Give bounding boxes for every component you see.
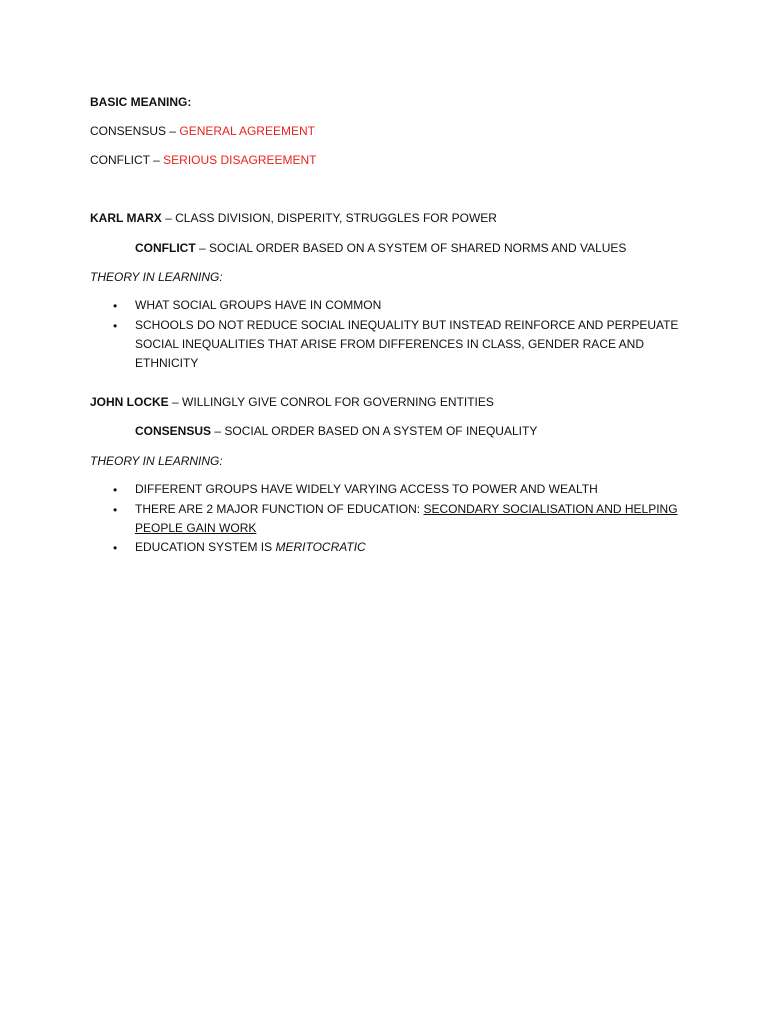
marx-theory-definition: – SOCIAL ORDER BASED ON A SYSTEM OF SHARED NORMS AND VALUES [195,241,627,255]
dash: – [166,124,180,138]
list-item-text: WHAT SOCIAL GROUPS HAVE IN COMMON [135,298,382,312]
bullet-icon: • [113,483,118,497]
bullet-icon: • [113,299,118,313]
education-functions-prefix: THERE ARE 2 MAJOR FUNCTION OF EDUCATION: [135,502,424,516]
marx-name: KARL MARX [90,211,162,225]
conflict-meaning: SERIOUS DISAGREEMENT [163,153,317,167]
list-item-text [135,538,695,557]
marx-summary-line [90,210,497,226]
conflict-definition-line [90,152,317,168]
meritocratic-prefix: EDUCATION SYSTEM IS [135,540,276,554]
bullet-icon: • [113,503,118,517]
bullet-icon: • [113,319,118,333]
marx-theory-line [135,240,626,256]
list-item-text [135,500,695,538]
locke-summary: – WILLINGLY GIVE CONROL FOR GOVERNING ENTITIES [168,395,494,409]
bullet-icon: • [113,541,118,555]
consensus-definition-line [90,123,315,139]
basic-meaning-heading: BASIC MEANING: [90,95,192,109]
consensus-term: CONSENSUS [90,124,167,138]
consensus-meaning: GENERAL AGREEMENT [179,124,315,138]
education-functions-underlined: SECONDARY SOCIALISATION AND HELPING PEOPLE GAIN WORK [135,502,678,535]
marx-summary: – CLASS DIVISION, DISPERITY, STRUGGLES FOR POWER [161,211,497,225]
marx-learning-heading: THEORY IN LEARNING: [90,270,223,284]
locke-learning-heading: THEORY IN LEARNING: [90,454,223,468]
locke-theory-definition: – SOCIAL ORDER BASED ON A SYSTEM OF INEQUALITY [211,424,538,438]
locke-name: JOHN LOCKE [90,395,169,409]
locke-theory-term: CONSENSUS [135,424,212,438]
locke-summary-line [90,394,494,410]
dash: – [149,153,164,167]
marx-theory-term: CONFLICT [135,241,196,255]
locke-theory-line [135,423,537,439]
list-item-text: SCHOOLS DO NOT REDUCE SOCIAL INEQUALITY BUT INSTEAD REINFORCE AND PERPEUATE SOCIAL INEQUALITIES THAT ARISE FROM DIFFERENCES IN CLASS, GENDER RACE AND ETHNICITY [135,318,679,370]
meritocratic-word: MERITOCRATIC [275,540,366,554]
list-item-text: DIFFERENT GROUPS HAVE WIDELY VARYING ACCESS TO POWER AND WEALTH [135,482,598,496]
conflict-term: CONFLICT [90,153,150,167]
